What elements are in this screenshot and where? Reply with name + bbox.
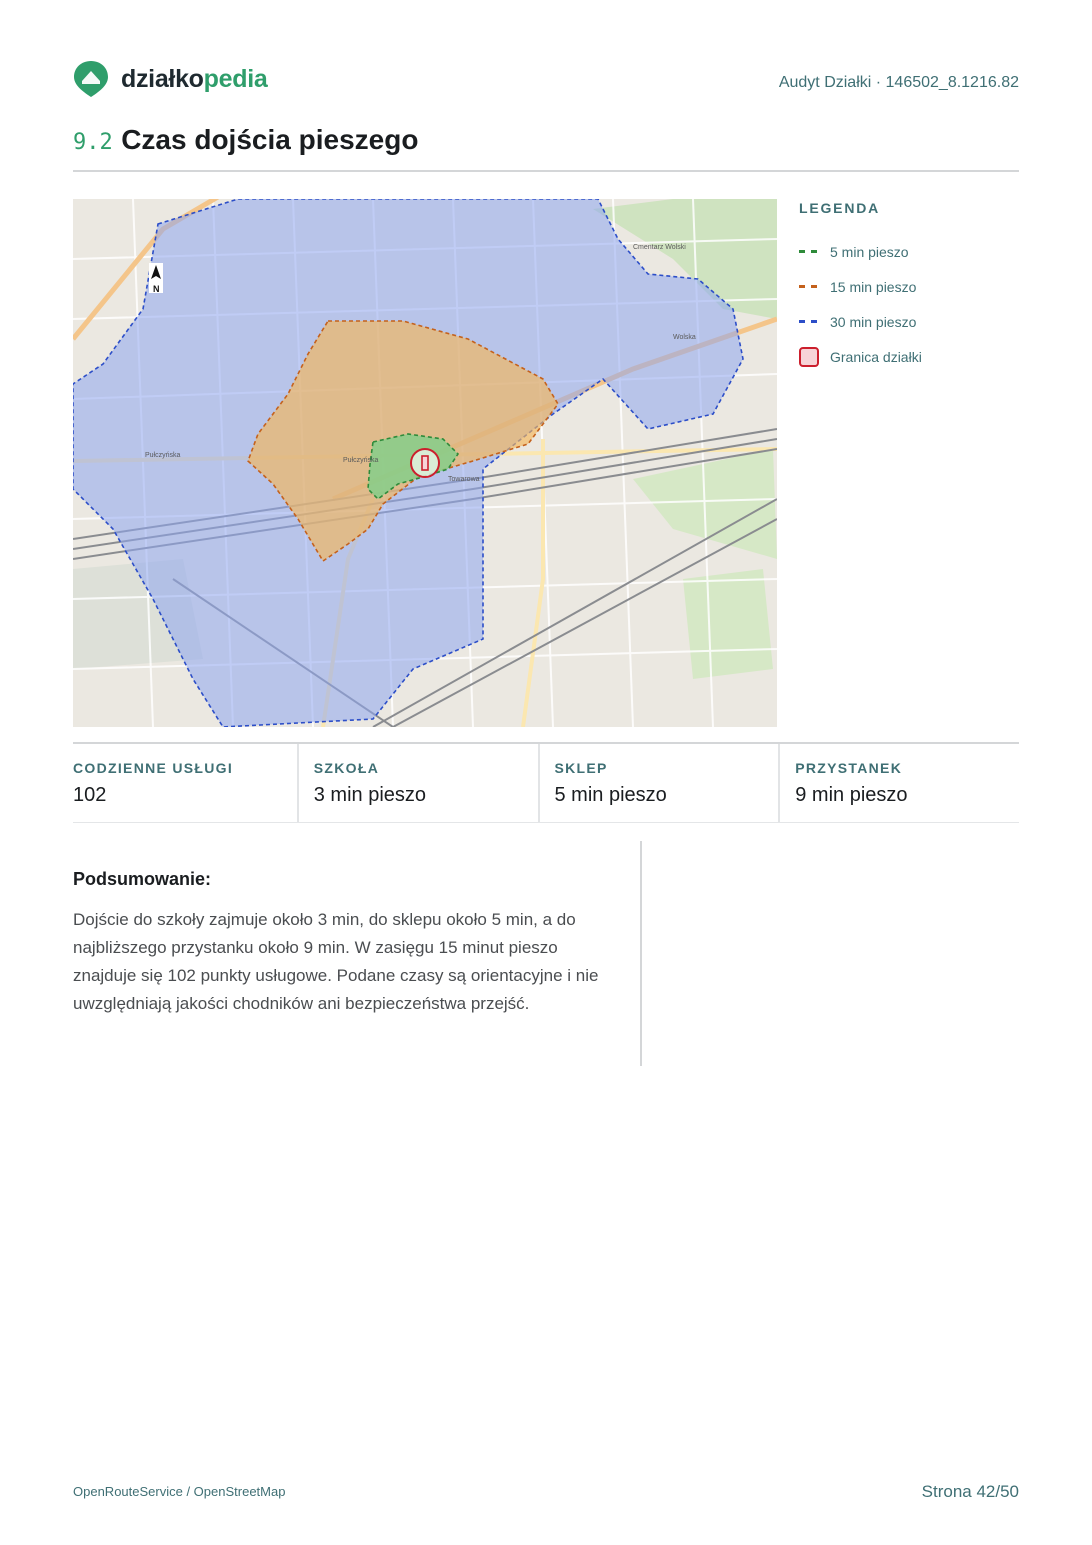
stat-label: CODZIENNE USŁUGI xyxy=(73,760,234,776)
logo-text-part1: działko xyxy=(121,64,204,93)
parcel-boundary xyxy=(422,456,428,470)
stat-label: PRZYSTANEK xyxy=(795,760,903,776)
stat-label: SZKOŁA xyxy=(313,760,380,776)
north-label: N xyxy=(153,284,160,294)
stat-value: 9 min pieszo xyxy=(795,784,908,806)
footer-page-number: Strona 42/50 xyxy=(921,1482,1019,1501)
legend-item-5-min xyxy=(799,234,1019,269)
street-label: Pułczyńska xyxy=(145,452,181,459)
stat-value: 5 min pieszo xyxy=(554,784,667,806)
orange-dash-icon xyxy=(799,285,823,288)
stat-value: 102 xyxy=(73,784,107,806)
stat-shop xyxy=(538,744,779,822)
stats-row xyxy=(73,742,1019,823)
summary-heading: Podsumowanie: xyxy=(73,869,212,889)
map-canvas xyxy=(73,199,777,727)
legend-item-parcel xyxy=(799,339,1019,374)
section-title: Czas dojścia pieszego xyxy=(121,124,419,155)
map-legend xyxy=(799,200,1019,374)
legend-item-15-min xyxy=(799,269,1019,304)
legend-label: 5 min pieszo xyxy=(830,243,909,260)
logo-text-part2: pedia xyxy=(203,64,268,93)
map-pin-logo-icon xyxy=(73,60,109,98)
green-dash-icon xyxy=(799,250,823,253)
stat-daily-services xyxy=(73,744,297,822)
audit-label: Audyt Działki · 146502_8.1216.82 xyxy=(778,74,1019,91)
street-label: Wolska xyxy=(673,334,696,341)
legend-label: 15 min pieszo xyxy=(830,278,917,295)
legend-label: Granica działki xyxy=(830,348,922,365)
legend-label: 30 min pieszo xyxy=(830,313,917,330)
section-number: 9.2 xyxy=(73,130,113,155)
isochrone-map xyxy=(73,199,777,727)
street-label: Cmentarz Wolski xyxy=(633,244,686,251)
blue-dash-icon xyxy=(799,320,823,323)
park-area xyxy=(683,569,773,679)
vertical-divider xyxy=(640,841,642,1066)
summary-text: Dojście do szkoły zajmuje około 3 min, do sklepu około 5 min, a do najbliższego przystanku około 9 min. W zasięgu 15 minut pieszo znajduje się 102 punkty usługowe. Podane czasy są orientacyjne i nie uwzględniają jakości chodników ani bezpieczeństwa przejść. xyxy=(73,910,599,1013)
stat-label: SKLEP xyxy=(554,760,608,776)
street-label: Towarowa xyxy=(448,476,480,483)
logo xyxy=(73,60,267,98)
page-header xyxy=(73,60,1019,100)
stat-school xyxy=(297,744,538,822)
legend-title: LEGENDA xyxy=(799,200,881,216)
stat-bus-stop xyxy=(778,744,1019,822)
footer-source: OpenRouteService / OpenStreetMap xyxy=(73,1484,286,1499)
section-title-row xyxy=(73,124,1019,172)
summary-section xyxy=(73,869,613,1018)
stat-value: 3 min pieszo xyxy=(313,784,427,806)
legend-item-30-min xyxy=(799,304,1019,339)
street-label: Pułczyńska xyxy=(343,457,379,464)
logo-wordmark xyxy=(121,65,267,94)
parcel-box-icon xyxy=(799,347,823,367)
